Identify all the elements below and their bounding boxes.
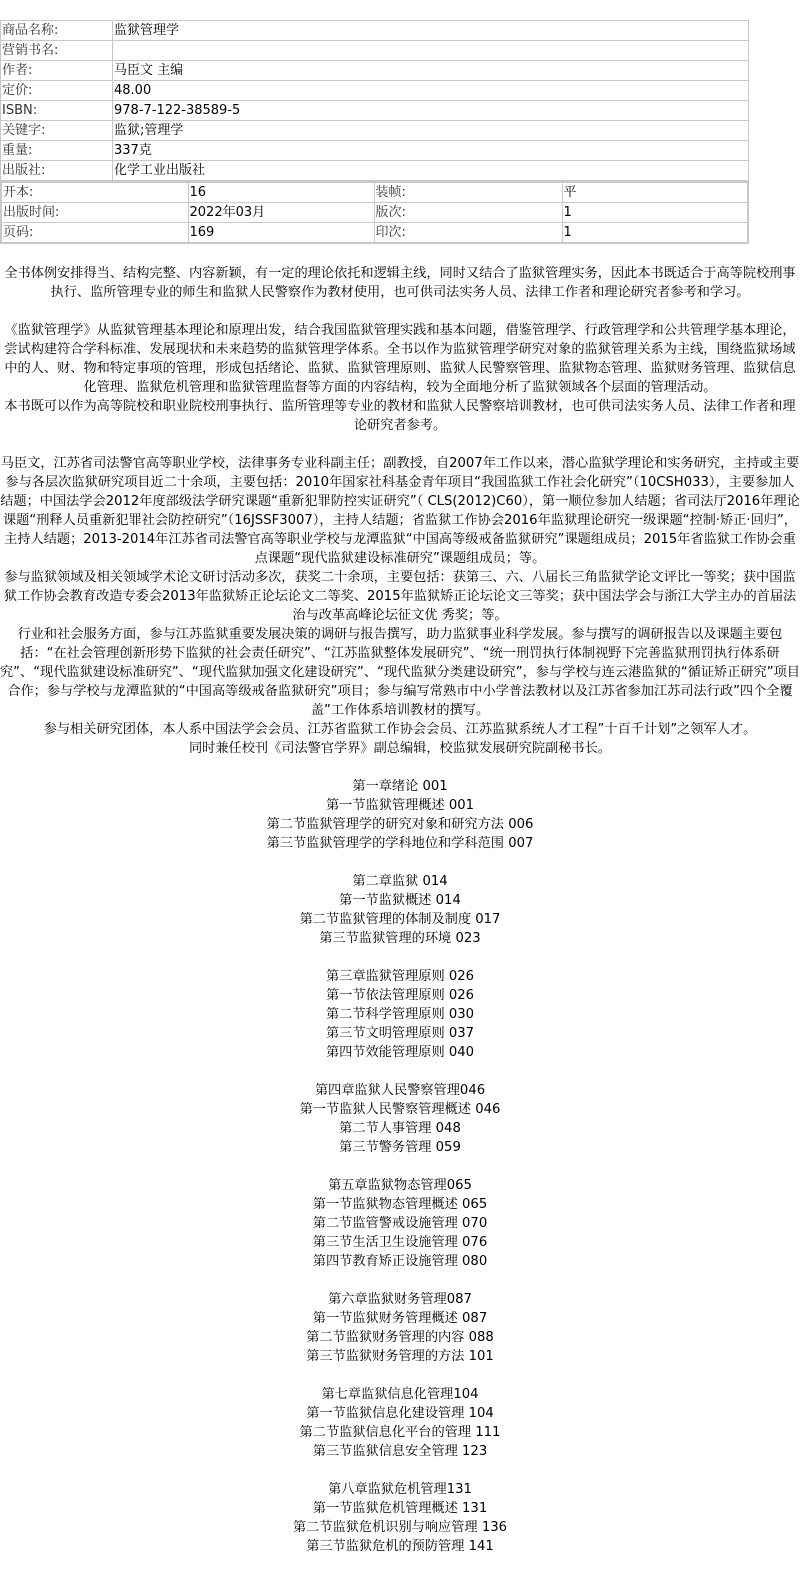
product-spec-table <box>0 181 749 244</box>
book-intro <box>0 264 800 302</box>
toc-section: 第二节监狱危机识别与响应管理 136 <box>293 1520 507 1535</box>
spec-label: 版次: <box>374 203 562 223</box>
info-row <box>1 61 749 81</box>
toc-chapter <box>0 1290 800 1366</box>
toc-chapter <box>0 1081 800 1157</box>
info-value: 48.00 <box>113 81 749 101</box>
spec-row <box>1 223 748 244</box>
info-label: ISBN: <box>1 101 113 121</box>
bio-paragraph: 参与监狱领域及相关领域学术论文研讨活动多次，获奖二十余项，主要包括：获第三、六、八届长三角监狱学论文评比一等奖；获中国监狱工作协会教育改造专委会2013年监狱矫正论坛论文二等奖、2015年监狱矫正论坛论文三等奖；获中国法学会与浙江大学主办的首届法治与改革高峰论坛征文优 秀奖；等。 <box>3 570 797 623</box>
toc-chapter-title: 第一章绪论 001 <box>352 779 448 794</box>
info-value: 化学工业出版社 <box>113 161 749 181</box>
toc-chapter-title: 第三章监狱管理原则 026 <box>325 969 475 984</box>
spec-row <box>1 203 748 223</box>
info-label: 关键字: <box>1 121 113 141</box>
toc-section: 第三节监狱危机的预防管理 141 <box>306 1539 494 1554</box>
info-label: 定价: <box>1 81 113 101</box>
toc-section: 第一节监狱危机管理概述 131 <box>312 1501 488 1516</box>
toc-section: 第四节教育矫正设施管理 080 <box>312 1254 488 1269</box>
toc-chapter-title: 第六章监狱财务管理087 <box>328 1292 472 1307</box>
table-of-contents <box>0 777 800 1575</box>
info-label: 出版社: <box>1 161 113 181</box>
info-row <box>1 101 749 121</box>
toc-chapter-title: 第二章监狱 014 <box>352 874 448 889</box>
spec-value: 1 <box>562 203 748 223</box>
spec-label: 开本: <box>1 182 188 203</box>
info-row <box>1 21 749 41</box>
toc-section: 第三节监狱信息安全管理 123 <box>312 1444 488 1459</box>
toc-section: 第三节生活卫生设施管理 076 <box>312 1235 488 1250</box>
info-row <box>1 81 749 101</box>
toc-section: 第一节依法管理原则 026 <box>325 988 475 1003</box>
product-info-table <box>0 20 749 181</box>
info-label: 营销书名: <box>1 41 113 61</box>
info-label: 作者: <box>1 61 113 81</box>
spec-value: 1 <box>562 223 748 244</box>
content-summary <box>0 321 800 435</box>
summary-paragraph: 本书既可以作为高等院校和职业院校刑事执行、监所管理等专业的教材和监狱人民警察培训教材，也可供司法实务人员、法律工作者和理论研究者参考。 <box>4 399 796 433</box>
toc-section: 第一节监狱人民警察管理概述 046 <box>299 1102 501 1117</box>
toc-chapter <box>0 967 800 1062</box>
toc-section: 第一节监狱物态管理概述 065 <box>312 1197 488 1212</box>
spec-value: 平 <box>562 182 748 203</box>
toc-section: 第二节人事管理 048 <box>339 1121 461 1136</box>
info-value: 马臣文 主编 <box>113 61 749 81</box>
toc-section: 第二节监狱财务管理的内容 088 <box>306 1330 494 1345</box>
toc-chapter <box>0 1385 800 1461</box>
info-row <box>1 161 749 181</box>
toc-section: 第一节监狱概述 014 <box>339 893 461 908</box>
toc-section: 第二节监管警戒设施管理 070 <box>312 1216 488 1231</box>
toc-section: 第三节文明管理原则 037 <box>325 1026 475 1041</box>
toc-section: 第三节监狱财务管理的方法 101 <box>306 1349 494 1364</box>
toc-section: 第四节效能管理原则 040 <box>325 1045 475 1060</box>
toc-section: 第一节监狱管理概述 001 <box>325 798 475 813</box>
toc-section: 第一节监狱财务管理概述 087 <box>312 1311 488 1326</box>
info-row <box>1 141 749 161</box>
toc-section: 第二节监狱信息化平台的管理 111 <box>299 1425 501 1440</box>
spec-label: 出版时间: <box>1 203 188 223</box>
toc-chapter-title: 第八章监狱危机管理131 <box>328 1482 472 1497</box>
spec-value: 16 <box>188 182 374 203</box>
toc-section: 第三节警务管理 059 <box>339 1140 461 1155</box>
bio-paragraph: 行业和社会服务方面，参与江苏监狱重要发展决策的调研与报告撰写，助力监狱事业科学发展。参与撰写的调研报告以及课题主要包括：“在社会管理创新形势下监狱的社会责任研究”、“江苏监狱整体发展研究”、“统一刑罚执行体制视野下完善监狱刑罚执行体系研究”、“现代监狱建设标准研究”、“现代监狱加强文化建设研究”、“现代监狱分类建设研究”，参与学校与连云港监狱的“循证矫正研究”项目合作；参与学校与龙潭监狱的“中国高等级戒备监狱研究”项目；参与编写常熟市中小学普法教材以及江苏省参加江苏司法行政”四个全覆盖”工作体系培训教材的撰写。 <box>0 627 800 718</box>
toc-chapter <box>0 777 800 853</box>
info-value: 978-7-122-38589-5 <box>113 101 749 121</box>
spec-label: 页码: <box>1 223 188 244</box>
bio-paragraph: 马臣文，江苏省司法警官高等职业学校，法律事务专业科副主任；副教授，自2007年工作以来，潜心监狱学理论和实务研究，主持或主要参与各层次监狱研究项目近二十余项，主要包括：2010年国家社科基金青年项目“我国监狱工作社会化研究”（10CSH033），主要参加人结题；中国法学会2012年度部级法学研究课题“重新犯罪防控实证研究”（ CLS(2012)C60），第一顺位参加人结题；省司法厅2016年理论课题“刑释人员重新犯罪社会防控研究”（16JSSF3007），主持人结题；省监狱工作协会2016年监狱理论研究一级课题“控制·矫正·回归”，主持人结题；2013-2014年江苏省司法警官高等职业学校与龙潭监狱“中国高等级戒备监狱研究”课题组成员；2015年省监狱工作协会重点课题“现代监狱建设标准研究”课题组成员；等。 <box>0 456 800 566</box>
toc-section: 第二节监狱管理的体制及制度 017 <box>299 912 501 927</box>
toc-chapter <box>0 1480 800 1556</box>
toc-section: 第二节科学管理原则 030 <box>325 1007 475 1022</box>
info-row <box>1 41 749 61</box>
bio-paragraph: 参与相关研究团体，本人系中国法学会会员、江苏省监狱工作协会会员、江苏监狱系统人才工程”十百千计划”之领军人才。 <box>43 722 757 737</box>
toc-section: 第三节监狱管理的环境 023 <box>319 931 481 946</box>
toc-section: 第二节监狱管理学的研究对象和研究方法 006 <box>266 817 534 832</box>
toc-section: 第三节监狱管理学的学科地位和学科范围 007 <box>266 836 534 851</box>
author-bio <box>0 454 800 758</box>
info-value: 监狱;管理学 <box>113 121 749 141</box>
summary-paragraph: 《监狱管理学》从监狱管理基本理论和原理出发，结合我国监狱管理实践和基本问题，借鉴管理学、行政管理学和公共管理学基本理论，尝试构建符合学科标准、发展现状和未来趋势的监狱管理学体系。全书以作为监狱管理学研究对象的监狱管理关系为主线，围绕监狱场域中的人、财、物和特定事项的管理，形成包括绪论、监狱、监狱管理原则、监狱人民警察管理、监狱物态管理、监狱财务管理、监狱信息化管理、监狱危机管理和监狱管理监督等方面的内容结构，较为全面地分析了监狱领域各个层面的管理活动。 <box>4 323 796 395</box>
toc-section: 第一节监狱信息化建设管理 104 <box>306 1406 494 1421</box>
spec-label: 装帧: <box>374 182 562 203</box>
info-label: 商品名称: <box>1 21 113 41</box>
toc-chapter <box>0 1176 800 1271</box>
spec-label: 印次: <box>374 223 562 244</box>
toc-chapter-title: 第五章监狱物态管理065 <box>328 1178 472 1193</box>
spec-value: 2022年03月 <box>188 203 374 223</box>
info-row <box>1 121 749 141</box>
spec-row <box>1 182 748 203</box>
toc-chapter-title: 第四章监狱人民警察管理046 <box>314 1083 486 1098</box>
spec-value: 169 <box>188 223 374 244</box>
info-label: 重量: <box>1 141 113 161</box>
toc-chapter <box>0 872 800 948</box>
bio-paragraph: 同时兼任校刊《司法警官学界》副总编辑，校监狱发展研究院副秘书长。 <box>189 741 611 756</box>
info-value: 337克 <box>113 141 749 161</box>
toc-chapter-title: 第七章监狱信息化管理104 <box>321 1387 479 1402</box>
info-value <box>113 41 749 61</box>
info-value: 监狱管理学 <box>113 21 749 41</box>
intro-paragraph: 全书体例安排得当、结构完整、内容新颖，有一定的理论依托和逻辑主线，同时又结合了监狱管理实务，因此本书既适合于高等院校刑事执行、监所管理专业的师生和监狱人民警察作为教材使用，也可供司法实务人员、法律工作者和理论研究者参考和学习。 <box>4 266 796 300</box>
